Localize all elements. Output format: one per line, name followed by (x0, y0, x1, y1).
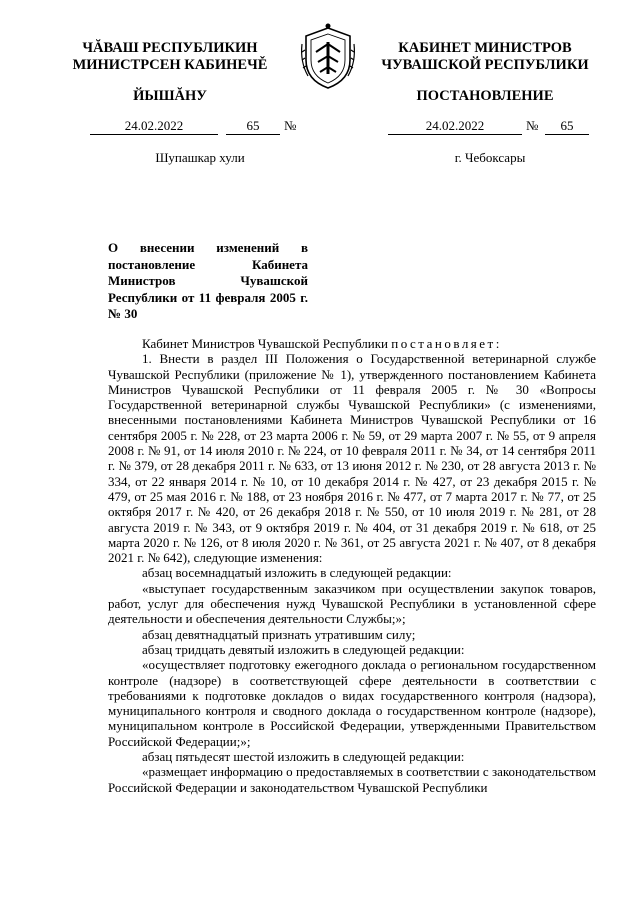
header-left-org (70, 40, 270, 74)
body-paragraph: абзац восемнадцатый изложить в следующей редакции: (142, 565, 452, 581)
body-paragraph: 1. Внести в раздел III Положения о Государственной ветеринарной службе Чувашской Республики (приложение № 1), утвержденного постановлением Кабинета Министров Чувашской Республики от 11 февраля 2005 г. № 30 «Вопросы Государственной ветеринарной службы Чувашской Республики» (с изменениями, внесенными постановлениями Кабинета Министров Чувашской Республики от 16 сентября 2005 г. № 228, от 23 марта 2006 г. № 59, от 29 марта 2007 г. № 55, от 9 апреля 2008 г. № 91, от 14 июля 2010 г. № 224, от 10 февраля 2011 г. № 34, от 14 сентября 2011 г. № 379, от 28 декабря 2011 г. № 633, от 13 июня 2012 г. № 230, от 28 августа 2013 г. № 334, от 22 января 2014 г. № 10, от 10 декабря 2014 г. № 427, от 23 декабря 2015 г. № 479, от 25 мая 2016 г. № 188, от 23 ноября 2016 г. № 477, от 7 марта 2017 г. № 77, от 25 октября 2017 г. № 420, от 26 декабря 2018 г. № 550, от 10 июля 2019 г. № 281, от 28 августа 2019 г. № 343, от 9 октября 2019 г. № 404, от 31 декабря 2019 г. № 618, от 25 марта 2020 г. № 126, от 8 июля 2020 г. № 361, от 25 августа 2021 г. № 407, от 8 декабря 2021 г. № 642), следующие изменения: (108, 351, 596, 566)
left-number: 65 (226, 118, 280, 135)
body-intro-verb: постановляет: (391, 336, 502, 351)
header-right-title: ПОСТАНОВЛЕНИЕ (416, 88, 554, 104)
header-left-title: ЙЫШĂНУ (133, 88, 207, 104)
header-right-line1: КАБИНЕТ МИНИСТРОВ (398, 40, 572, 56)
right-place: г. Чебоксары (454, 150, 526, 165)
body-intro: Кабинет Министров Чувашской Республики постановляет: (142, 336, 502, 351)
body-paragraph: абзац пятьдесят шестой изложить в следующей редакции: (142, 749, 465, 765)
left-date: 24.02.2022 (90, 118, 218, 135)
header-right-org (380, 40, 590, 74)
chuvash-emblem-icon (298, 22, 358, 92)
document-body (108, 336, 596, 795)
body-paragraph: «осуществляет подготовку ежегодного доклада о региональном государственном контроле (надзоре) в соответствующей сфере деятельности в соответствии с требованиями к подготовке докладов о видах государственного контроля (надзора), муниципального контроля и сводного доклада о государственном контроле (надзоре), муниципальном контроле в Российской Федерации, утвержденными Правительством Российской Федерации;»; (108, 657, 596, 749)
right-number: 65 (545, 118, 589, 135)
header-left-line1: ЧĂВАШ РЕСПУБЛИКИН (82, 40, 258, 56)
header-left-line2: МИНИСТРСЕН КАБИНЕЧĚ (72, 57, 268, 73)
body-paragraph: абзац девятнадцатый признать утратившим силу; (142, 626, 416, 642)
document-subject: О внесении изменений в постановление Кабинета Министров Чувашской Республики от 11 февраля 2005 г. № 30 (108, 240, 308, 321)
body-paragraph: «размещает информацию о предоставляемых в соответствии с законодательством Российской Федерации и законодательством Чувашской Республики (108, 764, 596, 795)
left-number-sign: № (284, 118, 297, 133)
left-place: Шупашкар хули (155, 150, 245, 165)
right-date: 24.02.2022 (388, 118, 522, 135)
body-paragraph: «выступает государственным заказчиком при осуществлении закупок товаров, работ, услуг для обеспечения нужд Чувашской Республики в установленной сфере деятельности и обеспечения деятельности Службы;»; (108, 580, 596, 627)
header-right-line2: ЧУВАШСКОЙ РЕСПУБЛИКИ (381, 57, 589, 73)
right-number-sign: № (526, 118, 539, 133)
body-paragraph: абзац тридцать девятый изложить в следующей редакции: (142, 641, 465, 657)
